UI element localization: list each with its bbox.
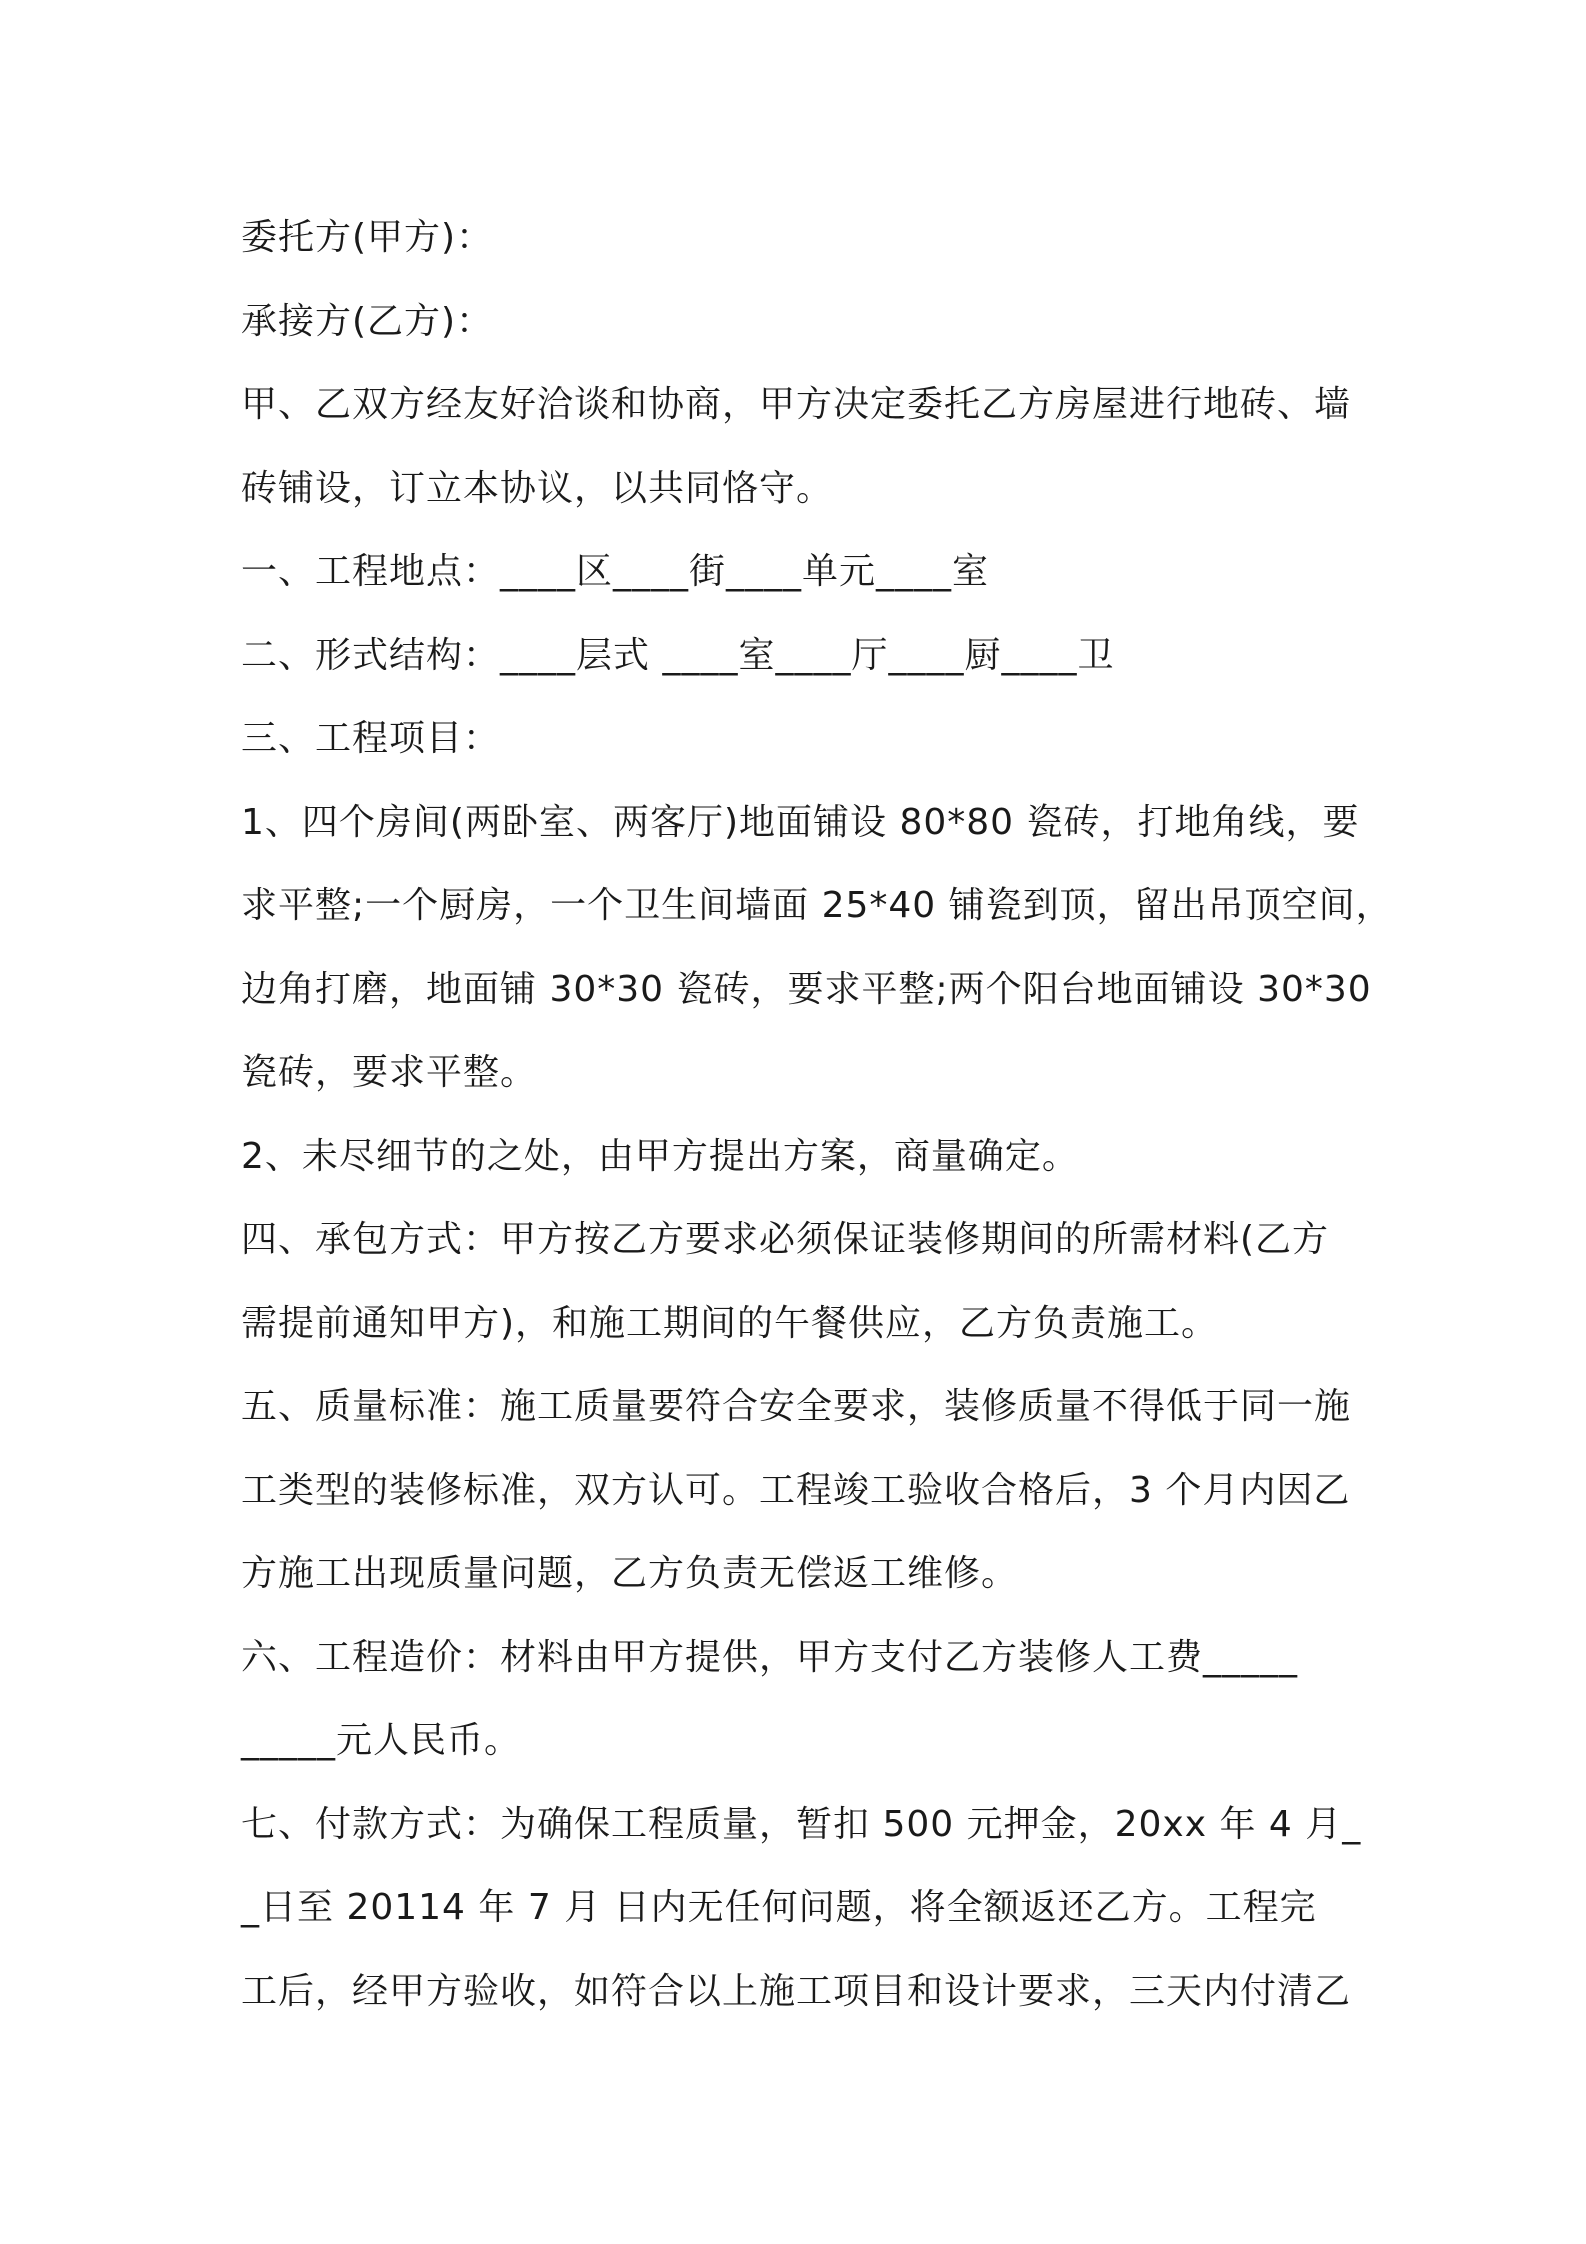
item-1-line-4: 瓷砖，要求平整。	[241, 1052, 538, 1093]
section-3-heading: 三、工程项目：	[241, 718, 501, 759]
section-2-structure: 二、形式结构：____层式 ____室____厅____厨____卫	[241, 634, 1115, 676]
section-6-line-1: 六、工程造价：材料由甲方提供，甲方支付乙方装修人工费_____	[241, 1636, 1299, 1678]
preamble-line-2: 砖铺设，订立本协议，以共同恪守。	[241, 467, 834, 509]
section-1-location: 一、工程地点：____区____街____单元____室	[241, 551, 990, 592]
section-5-line-2: 工类型的装修标准，双方认可。工程竣工验收合格后，3 个月内因乙	[241, 1469, 1351, 1511]
item-1-line-1: 1、四个房间(两卧室、两客厅)地面铺设 80*80 瓷砖，打地角线，要	[241, 801, 1360, 843]
preamble-line-1: 甲、乙双方经友好洽谈和协商，甲方决定委托乙方房屋进行地砖、墙	[241, 384, 1352, 425]
document-body	[241, 196, 1393, 2033]
section-7-line-3: 工后，经甲方验收，如符合以上施工项目和设计要求，三天内付清乙	[241, 1970, 1352, 2012]
section-4-line-2: 需提前通知甲方)，和施工期间的午餐供应，乙方负责施工。	[241, 1302, 1219, 1344]
section-6-line-2: _____元人民币。	[241, 1720, 522, 1761]
section-5-line-1: 五、质量标准：施工质量要符合安全要求，装修质量不得低于同一施	[241, 1386, 1352, 1427]
item-1-line-3: 边角打磨，地面铺 30*30 瓷砖，要求平整;两个阳台地面铺设 30*30	[241, 968, 1372, 1010]
section-7-line-1: 七、付款方式：为确保工程质量，暂扣 500 元押金，20xx 年 4 月_	[241, 1803, 1362, 1845]
section-5-line-3: 方施工出现质量问题，乙方负责无偿返工维修。	[241, 1553, 1019, 1594]
item-1-line-2: 求平整;一个厨房，一个卫生间墙面 25*40 铺瓷到顶，留出吊顶空间，	[241, 885, 1393, 926]
client-party-line: 委托方(甲方)：	[241, 217, 494, 258]
item-2-line: 2、未尽细节的之处，由甲方提出方案，商量确定。	[241, 1135, 1079, 1177]
section-4-line-1: 四、承包方式：甲方按乙方要求必须保证装修期间的所需材料(乙方	[241, 1219, 1330, 1260]
section-7-line-2: _日至 20114 年 7 月 日内无任何问题，将全额返还乙方。工程完	[241, 1887, 1317, 1928]
contractor-party-line: 承接方(乙方)：	[241, 300, 494, 342]
